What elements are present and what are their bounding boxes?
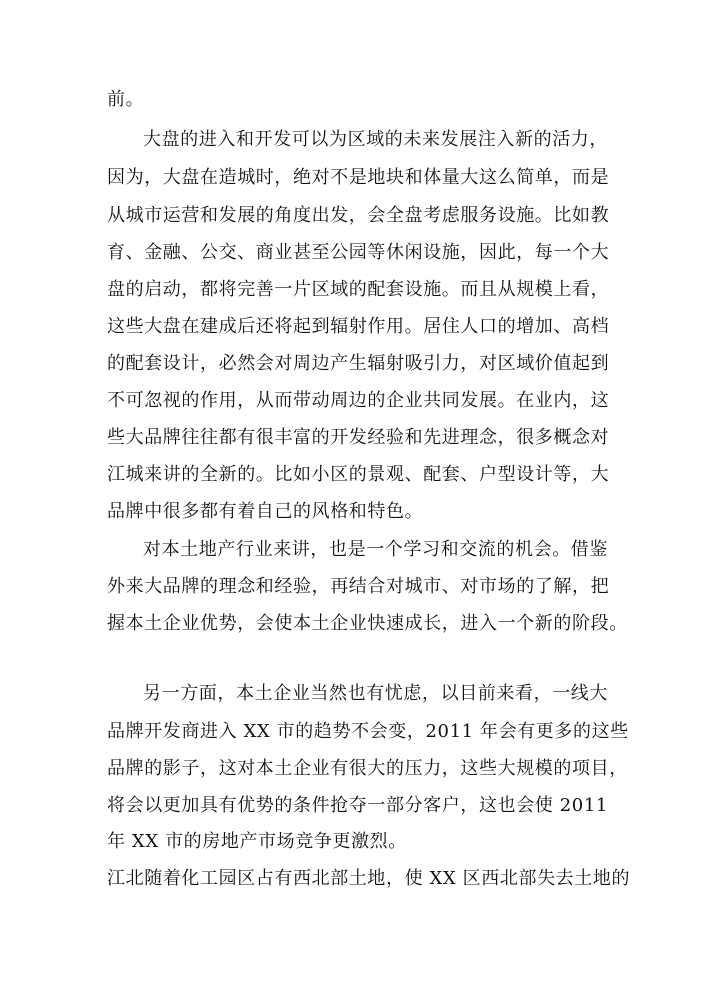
text-line: 品牌中很多都有着自己的风格和特色。: [107, 501, 424, 522]
text-line: 品牌的影子，这对本土企业有很大的压力，这些大规模的项目，: [107, 758, 628, 779]
text-line: 盘的启动，都将完善一片区域的配套设施。而且从规模上看，: [107, 279, 610, 300]
text-line: 年 XX 市的房地产市场竞争更激烈。: [107, 831, 407, 852]
text-line: 的配套设计，必然会对周边产生辐射吸引力，对区域价值起到: [107, 353, 610, 374]
text-line: 不可忽视的作用，从而带动周边的企业共同发展。在业内，这: [107, 390, 610, 411]
text-line: 育、金融、公交、商业甚至公园等休闲设施，因此，每一个大: [107, 242, 610, 263]
text-line: 握本土企业优势，会使本土企业快速成长，进入一个新的阶段。: [107, 613, 628, 634]
paragraph-start-line: 大盘的进入和开发可以为区域的未来发展注入新的活力，: [143, 129, 608, 150]
text-line: 江城来讲的全新的。比如小区的景观、配套、户型设计等，大: [107, 464, 610, 485]
text-line: 从城市运营和发展的角度出发，会全盘考虑服务设施。比如教: [107, 205, 610, 226]
paragraph-start-line: 另一方面，本土企业当然也有忧虑，以目前来看，一线大: [143, 683, 608, 704]
text-line: 品牌开发商进入 XX 市的趋势不会变，2011 年会有更多的这些: [107, 721, 629, 742]
paragraph-start-line: 对本土地产行业来讲，也是一个学习和交流的机会。借鉴: [143, 539, 608, 560]
text-line: 江北随着化工园区占有西北部土地，使 XX 区西北部失去土地的: [107, 868, 631, 889]
text-line: 因为，大盘在造城时，绝对不是地块和体量大这么简单，而是: [107, 167, 610, 188]
text-line: 前。: [107, 89, 145, 110]
text-line: 些大品牌往往都有很丰富的开发经验和先进理念，很多概念对: [107, 427, 610, 448]
text-line: 这些大盘在建成后还将起到辐射作用。居住人口的增加、高档: [107, 316, 610, 337]
text-line: 外来大品牌的理念和经验，再结合对城市、对市场的了解，把: [107, 576, 610, 597]
text-line: 将会以更加具有优势的条件抢夺一部分客户，这也会使 2011: [107, 795, 608, 816]
